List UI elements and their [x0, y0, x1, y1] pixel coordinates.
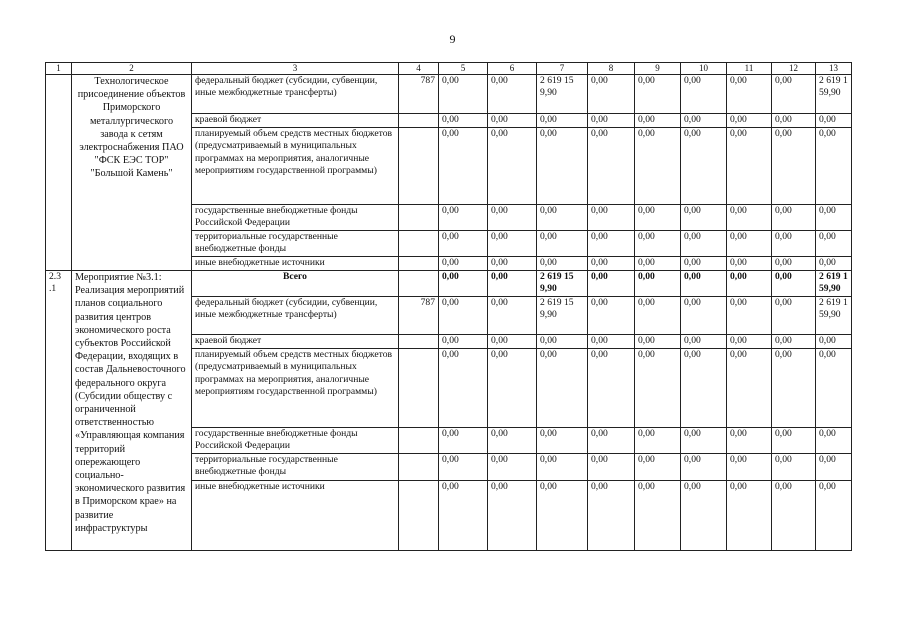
value-cell: 0,00 [488, 231, 537, 257]
column-number: 13 [816, 63, 852, 75]
value-cell: 0,00 [588, 231, 635, 257]
value-cell: 0,00 [635, 128, 681, 205]
value-cell: 2 619 1 59,90 [816, 297, 852, 335]
value-cell: 0,00 [772, 205, 816, 231]
value-cell: 0,00 [681, 75, 727, 114]
budget-code [399, 335, 439, 349]
value-cell: 2 619 15 9,90 [537, 297, 588, 335]
value-cell: 0,00 [488, 428, 537, 454]
value-cell: 0,00 [439, 114, 488, 128]
value-cell: 0,00 [537, 128, 588, 205]
value-cell: 0,00 [772, 257, 816, 271]
budget-code [399, 454, 439, 481]
funding-source: федеральный бюджет (субсидии, субвенции, иные межбюджетные трансферты) [192, 75, 399, 114]
value-cell: 0,00 [537, 114, 588, 128]
item-title: Мероприятие №3.1: Реализация мероприятий планов социального развития центров экономического роста субъектов Российской Федерации, входящих в состав Дальневосточного федерального округа (Субсидии обществу с ограниченной ответственностью «Управляющая компания территорий опережающего социально-экономического развития в Приморском крае» на развитие инфраструктуры [72, 271, 192, 551]
value-cell: 0,00 [588, 257, 635, 271]
value-cell: 0,00 [588, 75, 635, 114]
funding-source: государственные внебюджетные фонды Российской Федерации [192, 205, 399, 231]
funding-source: федеральный бюджет (субсидии, субвенции, иные межбюджетные трансферты) [192, 297, 399, 335]
value-cell: 0,00 [681, 335, 727, 349]
value-cell: 0,00 [816, 335, 852, 349]
value-cell: 0,00 [727, 114, 772, 128]
value-cell: 0,00 [488, 257, 537, 271]
value-cell: 0,00 [727, 349, 772, 428]
value-cell: 0,00 [681, 271, 727, 297]
value-cell: 0,00 [439, 205, 488, 231]
value-cell: 0,00 [772, 335, 816, 349]
value-cell: 0,00 [537, 428, 588, 454]
value-cell: 0,00 [681, 114, 727, 128]
budget-table [45, 62, 852, 551]
column-number: 5 [439, 63, 488, 75]
value-cell: 0,00 [816, 454, 852, 481]
budget-code [399, 428, 439, 454]
budget-code: 787 [399, 75, 439, 114]
value-cell: 0,00 [816, 428, 852, 454]
value-cell: 0,00 [816, 231, 852, 257]
value-cell: 0,00 [488, 205, 537, 231]
value-cell: 0,00 [488, 75, 537, 114]
funding-source: иные внебюджетные источники [192, 481, 399, 551]
value-cell: 0,00 [439, 271, 488, 297]
funding-source: территориальные государственные внебюджетные фонды [192, 454, 399, 481]
value-cell: 0,00 [816, 128, 852, 205]
value-cell: 0,00 [439, 128, 488, 205]
value-cell: 0,00 [488, 271, 537, 297]
value-cell: 0,00 [727, 481, 772, 551]
value-cell: 0,00 [772, 75, 816, 114]
value-cell: 0,00 [727, 231, 772, 257]
value-cell: 0,00 [439, 428, 488, 454]
value-cell: 0,00 [588, 271, 635, 297]
funding-source: краевой бюджет [192, 114, 399, 128]
value-cell: 0,00 [439, 297, 488, 335]
value-cell: 0,00 [727, 205, 772, 231]
value-cell: 0,00 [681, 297, 727, 335]
funding-source: Всего [192, 271, 399, 297]
value-cell: 0,00 [488, 128, 537, 205]
value-cell: 0,00 [816, 481, 852, 551]
column-number-row [46, 63, 852, 75]
value-cell: 0,00 [816, 349, 852, 428]
value-cell: 0,00 [439, 231, 488, 257]
value-cell: 0,00 [772, 349, 816, 428]
budget-code [399, 257, 439, 271]
column-number: 6 [488, 63, 537, 75]
column-number: 9 [635, 63, 681, 75]
value-cell: 0,00 [635, 297, 681, 335]
value-cell: 0,00 [635, 481, 681, 551]
value-cell: 0,00 [681, 128, 727, 205]
budget-code [399, 349, 439, 428]
value-cell: 0,00 [537, 454, 588, 481]
value-cell: 0,00 [537, 481, 588, 551]
value-cell: 0,00 [635, 257, 681, 271]
value-cell: 0,00 [439, 349, 488, 428]
budget-code [399, 231, 439, 257]
value-cell: 0,00 [681, 257, 727, 271]
value-cell: 0,00 [537, 231, 588, 257]
funding-row-total [46, 271, 852, 297]
value-cell: 0,00 [588, 128, 635, 205]
value-cell: 0,00 [588, 205, 635, 231]
value-cell: 0,00 [681, 454, 727, 481]
value-cell: 0,00 [635, 335, 681, 349]
value-cell: 0,00 [439, 454, 488, 481]
value-cell: 0,00 [772, 271, 816, 297]
funding-source: планируемый объем средств местных бюджетов (предусматриваемый в муниципальных программах на мероприятия, аналогичные мероприятиям государственной программы) [192, 128, 399, 205]
value-cell: 0,00 [635, 205, 681, 231]
value-cell: 0,00 [635, 114, 681, 128]
item-number: 2.3 .1 [46, 271, 72, 551]
value-cell: 0,00 [439, 481, 488, 551]
value-cell: 0,00 [635, 349, 681, 428]
column-number: 11 [727, 63, 772, 75]
value-cell: 0,00 [681, 481, 727, 551]
value-cell: 0,00 [772, 297, 816, 335]
value-cell: 0,00 [772, 481, 816, 551]
value-cell: 0,00 [537, 257, 588, 271]
funding-source: иные внебюджетные источники [192, 257, 399, 271]
column-number: 10 [681, 63, 727, 75]
budget-code [399, 271, 439, 297]
value-cell: 0,00 [588, 297, 635, 335]
value-cell: 0,00 [727, 335, 772, 349]
column-number: 7 [537, 63, 588, 75]
value-cell: 0,00 [772, 114, 816, 128]
value-cell: 0,00 [588, 114, 635, 128]
value-cell: 0,00 [727, 297, 772, 335]
value-cell: 0,00 [488, 349, 537, 428]
budget-code [399, 205, 439, 231]
column-number: 8 [588, 63, 635, 75]
value-cell: 0,00 [727, 454, 772, 481]
value-cell: 0,00 [488, 114, 537, 128]
value-cell: 0,00 [681, 428, 727, 454]
budget-code [399, 114, 439, 128]
value-cell: 0,00 [681, 349, 727, 428]
column-number: 2 [72, 63, 192, 75]
value-cell: 0,00 [635, 454, 681, 481]
value-cell: 0,00 [635, 231, 681, 257]
value-cell: 0,00 [488, 297, 537, 335]
value-cell: 0,00 [537, 349, 588, 428]
value-cell: 0,00 [816, 257, 852, 271]
value-cell: 0,00 [635, 75, 681, 114]
value-cell: 0,00 [816, 114, 852, 128]
funding-row-federal [46, 75, 852, 114]
funding-source: государственные внебюджетные фонды Российской Федерации [192, 428, 399, 454]
budget-code [399, 128, 439, 205]
value-cell: 0,00 [439, 257, 488, 271]
funding-source: краевой бюджет [192, 335, 399, 349]
funding-source: территориальные государственные внебюджетные фонды [192, 231, 399, 257]
value-cell: 0,00 [439, 335, 488, 349]
funding-source: планируемый объем средств местных бюджетов (предусматриваемый в муниципальных программах на мероприятия, аналогичные мероприятиям государственной программы) [192, 349, 399, 428]
value-cell: 0,00 [772, 428, 816, 454]
value-cell: 0,00 [727, 75, 772, 114]
value-cell: 0,00 [488, 454, 537, 481]
value-cell: 2 619 15 9,90 [537, 271, 588, 297]
value-cell: 0,00 [537, 205, 588, 231]
value-cell: 0,00 [588, 349, 635, 428]
value-cell: 0,00 [635, 271, 681, 297]
column-number: 4 [399, 63, 439, 75]
value-cell: 0,00 [488, 335, 537, 349]
value-cell: 0,00 [727, 271, 772, 297]
value-cell: 0,00 [588, 481, 635, 551]
value-cell: 0,00 [727, 128, 772, 205]
budget-code: 787 [399, 297, 439, 335]
page-number: 9 [449, 32, 456, 46]
budget-code [399, 481, 439, 551]
value-cell: 0,00 [772, 231, 816, 257]
value-cell: 0,00 [588, 335, 635, 349]
value-cell: 0,00 [537, 335, 588, 349]
value-cell: 0,00 [488, 481, 537, 551]
value-cell: 0,00 [772, 128, 816, 205]
value-cell: 0,00 [681, 205, 727, 231]
column-number: 3 [192, 63, 399, 75]
value-cell: 0,00 [727, 428, 772, 454]
value-cell: 0,00 [727, 257, 772, 271]
value-cell: 0,00 [588, 454, 635, 481]
value-cell: 0,00 [635, 428, 681, 454]
value-cell: 0,00 [772, 454, 816, 481]
value-cell: 0,00 [439, 75, 488, 114]
column-number: 1 [46, 63, 72, 75]
value-cell: 0,00 [681, 231, 727, 257]
value-cell: 0,00 [588, 428, 635, 454]
value-cell: 2 619 1 59,90 [816, 271, 852, 297]
column-number: 12 [772, 63, 816, 75]
item-number [46, 75, 72, 271]
value-cell: 0,00 [816, 205, 852, 231]
value-cell: 2 619 15 9,90 [537, 75, 588, 114]
item-title: Технологическое присоединение объектов Приморского металлургического завода к сетям электроснабжения ПАО "ФСК ЕЭС ТОР" "Большой Камень" [72, 75, 192, 271]
value-cell: 2 619 1 59,90 [816, 75, 852, 114]
